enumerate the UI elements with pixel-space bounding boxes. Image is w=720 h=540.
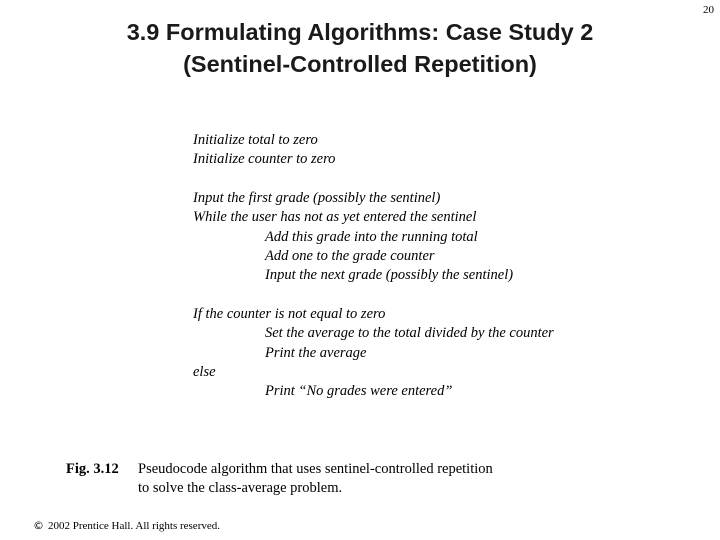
pseudocode-line: Initialize counter to zero bbox=[193, 151, 336, 168]
pseudocode-line: Set the average to the total divided by the counter bbox=[265, 325, 554, 342]
spacer bbox=[193, 286, 554, 305]
pseudocode-line: Input the first grade (possibly the sentinel) bbox=[193, 189, 441, 206]
pseudocode-line: Add this grade into the running total bbox=[265, 228, 478, 245]
pseudocode-block bbox=[193, 131, 554, 402]
pseudocode-line: Print “No grades were entered” bbox=[265, 383, 453, 400]
slide-title-line-1: 3.9 Formulating Algorithms: Case Study 2 bbox=[126, 19, 594, 45]
slide-title bbox=[40, 16, 680, 80]
pseudocode-line: While the user has not as yet entered the sentinel bbox=[193, 209, 477, 226]
copyright-symbol: © bbox=[33, 519, 44, 532]
page-number: 20 bbox=[703, 4, 714, 16]
spacer bbox=[193, 170, 554, 189]
pseudocode-line: If the counter is not equal to zero bbox=[193, 305, 386, 322]
pseudocode-line: else bbox=[193, 363, 216, 380]
pseudocode-line: Initialize total to zero bbox=[193, 132, 318, 148]
pseudocode-line: Print the average bbox=[265, 344, 367, 361]
copyright-text: 2002 Prentice Hall. All rights reserved. bbox=[48, 520, 220, 532]
copyright-footer bbox=[33, 519, 220, 532]
slide-title-line-2: (Sentinel-Controlled Repetition) bbox=[183, 51, 537, 77]
pseudocode-line: Input the next grade (possibly the sentinel) bbox=[265, 267, 514, 284]
figure-caption bbox=[66, 460, 493, 498]
caption-line-1: Pseudocode algorithm that uses sentinel-controlled repetition bbox=[138, 461, 493, 477]
pseudocode-line: Add one to the grade counter bbox=[265, 247, 435, 264]
caption-line-2: to solve the class-average problem. bbox=[138, 480, 343, 496]
figure-label: Fig. 3.12 bbox=[66, 461, 119, 477]
